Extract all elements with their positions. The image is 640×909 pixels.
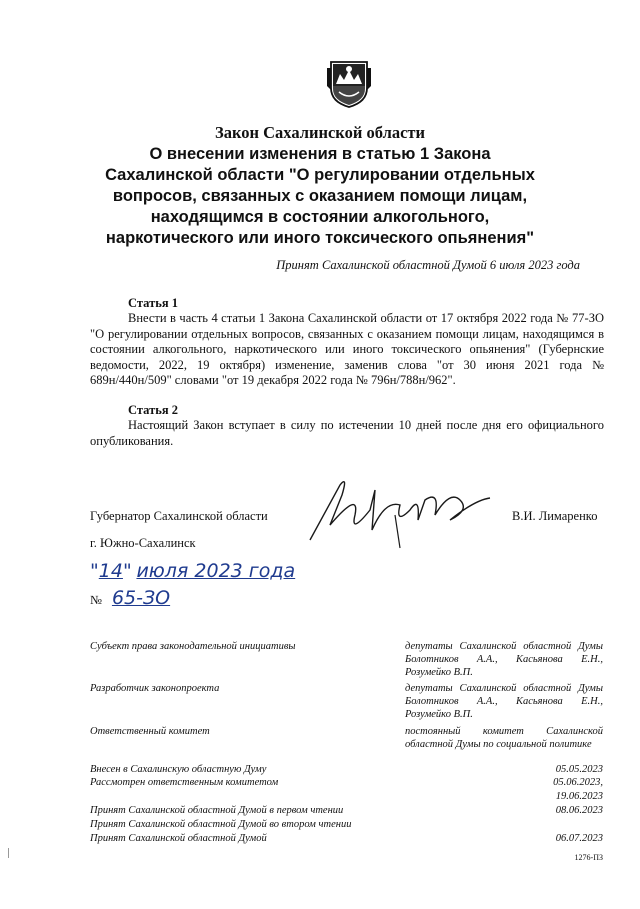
law-subject-line: Сахалинской области "О регулировании отдельных <box>105 166 535 184</box>
signing-date: "14" июля 2023 года <box>90 560 296 582</box>
law-subject-line: наркотического или иного токсического опьянения" <box>105 229 535 247</box>
meta-date-value: 05.05.2023 <box>555 764 603 775</box>
meta-date-label: Принят Сахалинской областной Думой в первом чтении <box>90 805 344 816</box>
meta-date-value: 06.07.2023 <box>555 833 603 844</box>
meta-date-label: Принят Сахалинской областной Думой во втором чтении <box>90 819 352 830</box>
law-subject-line: находящимся в состоянии алкогольного, <box>150 208 490 226</box>
signing-date-month-year: июля 2023 года <box>136 560 296 582</box>
signing-date-day: 14 <box>98 560 123 582</box>
meta-date-label: Внесен в Сахалинскую областную Думу <box>90 764 267 775</box>
adoption-note: Принят Сахалинской областной Думой 6 июля 2023 года <box>276 258 580 272</box>
meta-value: депутаты Сахалинской областной Думы Болотников А.А., Касьянова Е.Н., Розумейко В.П. <box>405 683 603 720</box>
handwritten-signature <box>300 470 500 550</box>
meta-label: Разработчик законопроекта <box>90 683 220 694</box>
meta-label: Ответственный комитет <box>90 726 210 737</box>
city: г. Южно-Сахалинск <box>90 536 196 550</box>
number-label: № <box>90 593 102 607</box>
scan-artifact <box>8 848 9 858</box>
meta-label: Субъект права законодательной инициативы <box>90 641 296 652</box>
law-subject-line: вопросов, связанных с оказанием помощи лицам, <box>112 187 528 205</box>
article-2-heading: Статья 2 <box>128 403 178 417</box>
meta-date-value: 19.06.2023 <box>555 791 603 802</box>
meta-date-label: Принят Сахалинской областной Думой <box>90 833 267 844</box>
governor-name: В.И. Лимаренко <box>512 509 598 523</box>
meta-value: депутаты Сахалинской областной Думы Болотников А.А., Касьянова Е.Н., Розумейко В.П. <box>405 641 603 678</box>
article-2-text: Настоящий Закон вступает в силу по истечении 10 дней после дня его официального опубликования. <box>90 418 604 448</box>
article-1-heading: Статья 1 <box>128 296 178 310</box>
law-subject-line: О внесении изменения в статью 1 Закона <box>149 145 491 163</box>
coat-of-arms-emblem <box>327 56 371 108</box>
article-1-text: Внести в часть 4 статьи 1 Закона Сахалинской области от 17 октября 2022 года № 77-ЗО "О регулировании отдельных вопросов, связанных с оказанием помощи лицам, находящимся в состоянии алкогольного, наркотического или иного токсического опьянения" (Губернские ведомости, 2022, 19 октября) изменение, заменив слова "от 30 июня 2021 года № 689н/440н/509" словами "от 19 декабря 2022 года № 796н/788н/962". <box>90 311 604 387</box>
law-title-line: Закон Сахалинской области <box>214 123 426 142</box>
meta-date-value: 08.06.2023 <box>555 805 603 816</box>
meta-value: постоянный комитет Сахалинской областной Думы по социальной политике <box>405 726 603 750</box>
governor-position: Губернатор Сахалинской области <box>90 509 268 523</box>
document-code: 1276-ПЗ <box>574 853 603 862</box>
meta-date-value: 05.06.2023, <box>553 777 603 788</box>
law-title <box>60 122 580 249</box>
law-number <box>90 587 170 609</box>
number-value: 65-ЗО <box>111 587 171 609</box>
meta-date-label: Рассмотрен ответственным комитетом <box>90 777 279 788</box>
